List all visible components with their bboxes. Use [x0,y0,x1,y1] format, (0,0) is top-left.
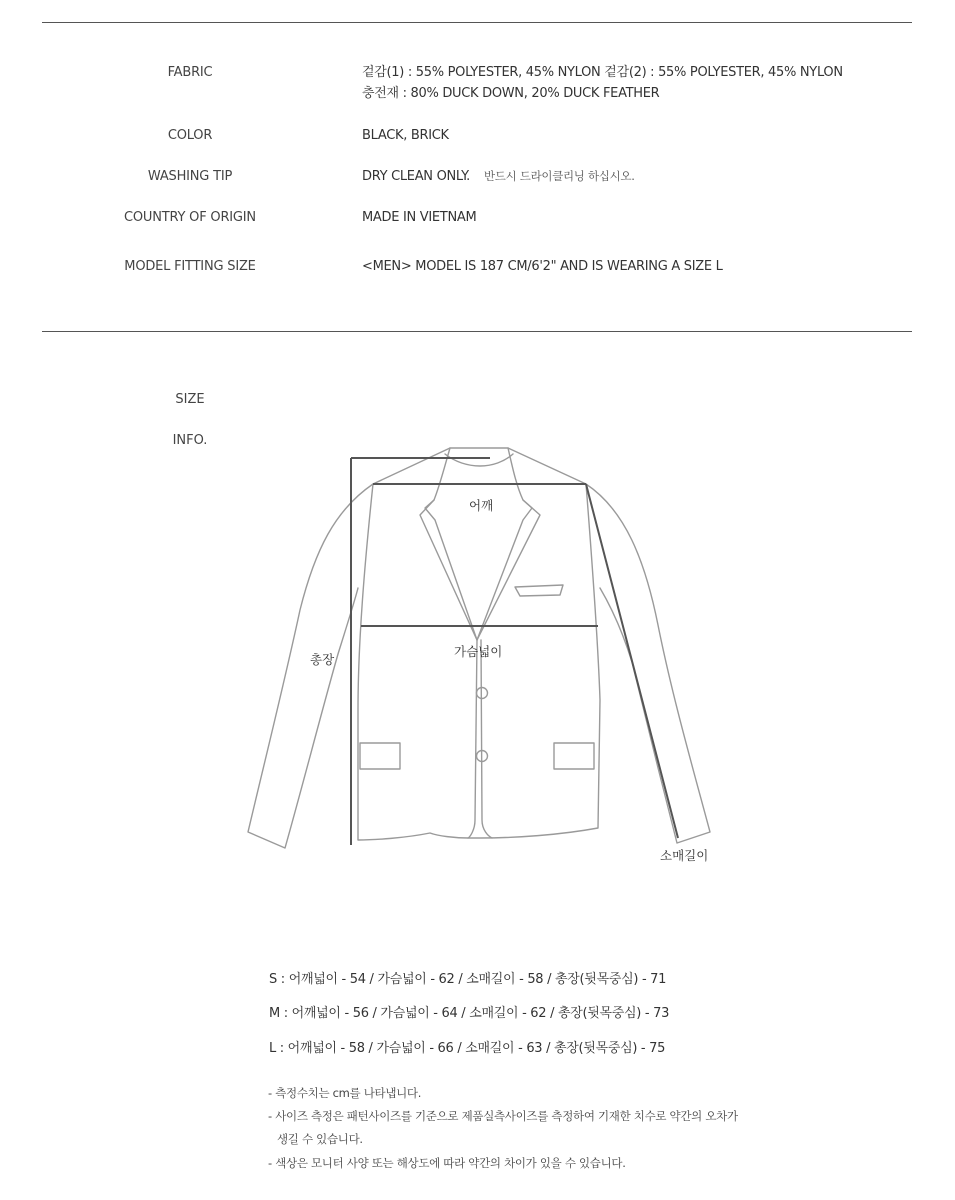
size-row-l: L : 어깨넓이 - 58 / 가슴넓이 - 66 / 소매길이 - 63 / 총장(뒷목중심) - 75 [269,1041,666,1056]
chest-label: 가슴넓이 [454,644,503,659]
washing-instruction: DRY CLEAN ONLY. [362,169,470,184]
color-value: BLACK, BRICK [362,128,449,143]
note-color: - 색상은 모니터 사양 또는 해상도에 따라 약간의 차이가 있을 수 있습니다. [268,1156,626,1170]
size-row-m: M : 어깨넓이 - 56 / 가슴넓이 - 64 / 소매길이 - 62 / 총장(뒷목중심) - 73 [269,1006,670,1021]
washing-note: 반드시 드라이클리닝 하십시오. [483,169,635,183]
washing-tip-value [362,166,635,187]
size-info-title-line1: SIZE [175,392,205,407]
size-row-s: S : 어깨넓이 - 54 / 가슴넓이 - 62 / 소매길이 - 58 / 총장(뒷목중심) - 71 [269,972,667,987]
note-unit: - 측정수치는 cm를 나타냅니다. [268,1086,422,1100]
chest-pocket [515,585,563,596]
origin-value: MADE IN VIETNAM [362,210,477,225]
right-lapel [477,500,540,640]
note-measurement-cont: 생길 수 있습니다. [277,1132,363,1146]
section-divider [42,331,912,332]
shoulder-label: 어깨 [469,498,494,513]
size-info-title-line2: INFO. [172,433,208,448]
model-fitting-label: MODEL FITTING SIZE [124,259,256,274]
fabric-label: FABRIC [167,65,213,80]
sleeve-measure-line [586,484,678,838]
collar [425,448,532,640]
model-fitting-value: <MEN> MODEL IS 187 CM/6'2" AND IS WEARING A SIZE L [362,259,723,274]
note-measurement: - 사이즈 측정은 패턴사이즈를 기준으로 제품실측사이즈를 측정하여 기재한 치수로 약간의 오차가 [268,1109,738,1123]
front-opening [468,640,477,838]
fabric-value [362,62,843,104]
left-flap-pocket [360,743,400,769]
jacket-diagram [240,440,720,880]
left-lapel [420,500,477,640]
fabric-filling: 충전재 : 80% DUCK DOWN, 20% DUCK FEATHER [362,86,660,101]
fabric-outer-shell: 겉감(1) : 55% POLYESTER, 45% NYLON 겉감(2) : 55% POLYESTER, 45% NYLON [362,65,843,80]
length-label: 총장 [310,652,335,667]
color-label: COLOR [167,128,213,143]
right-flap-pocket [554,743,594,769]
washing-tip-label: WASHING TIP [147,169,233,184]
top-divider [42,22,912,23]
origin-label: COUNTRY OF ORIGIN [124,210,256,225]
right-sleeve [586,484,710,843]
sleeve-label: 소매길이 [660,848,709,863]
